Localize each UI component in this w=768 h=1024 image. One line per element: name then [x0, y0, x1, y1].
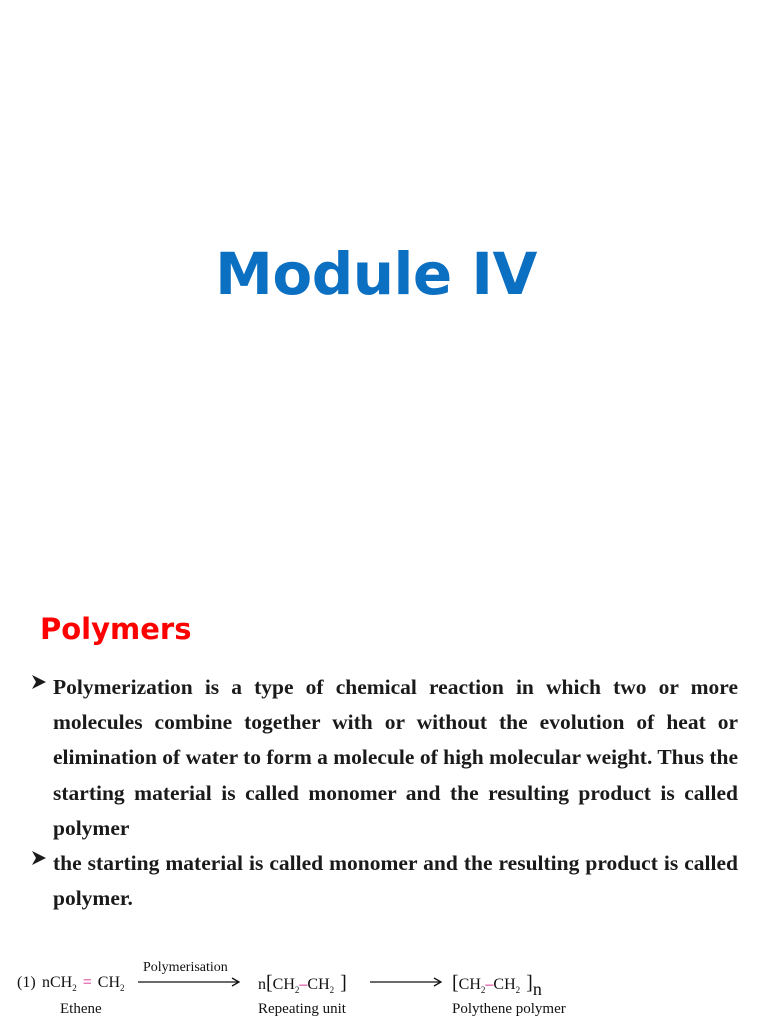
monomer-formula: [42, 974, 125, 997]
list-item: [30, 670, 738, 846]
arrow-bullet-icon: [30, 673, 48, 691]
product-left-sub: 2: [480, 985, 486, 996]
monomer-left-sub: 2: [72, 983, 77, 994]
page-title: Module IV: [215, 240, 537, 308]
product-label: Polythene polymer: [452, 1001, 566, 1017]
bullet-text: the starting material is called monomer and the resulting product is called polymer.: [53, 851, 738, 911]
double-bond: =: [82, 974, 92, 991]
product-dash: –: [485, 976, 494, 993]
repeat-prefix: n: [258, 976, 266, 993]
bullet-list: [30, 670, 738, 916]
arrow-bullet-icon: [30, 849, 48, 867]
reaction-index: (1): [17, 974, 36, 991]
product-subscript-n: n: [532, 979, 542, 999]
unit-left-sub: 2: [294, 985, 300, 996]
arrow-label: Polymerisation: [143, 960, 228, 975]
reaction-arrow-icon: [138, 976, 244, 988]
product-right: CH: [493, 976, 516, 993]
list-item: [30, 846, 738, 916]
repeat-unit-label: Repeating unit: [258, 1001, 346, 1017]
monomer-right-sub: 2: [120, 983, 125, 994]
product-formula: [$CH_2-CH_2$ ]n: [452, 972, 542, 999]
reaction-equation: [0, 952, 768, 1024]
monomer-left: nCH: [42, 974, 73, 991]
product-left: CH: [458, 976, 481, 993]
unit-right: CH: [307, 976, 330, 993]
bullet-text: Polymerization is a type of chemical reaction in which two or more molecules combine together with or without the evolution of heat or elimination of water to form a molecule of high molecular weight. Thus the starting material is called monomer and the resulting product is called polymer: [53, 675, 738, 840]
product-arrow-icon: [370, 976, 446, 988]
unit-left: CH: [272, 976, 295, 993]
monomer-right: CH: [97, 974, 120, 991]
unit-dash: –: [299, 976, 308, 993]
repeat-unit-formula: $n[CH_2-CH_2$ ]: [258, 972, 347, 996]
monomer-label: Ethene: [60, 1001, 102, 1017]
unit-right-sub: 2: [329, 985, 335, 996]
product-right-sub: 2: [515, 985, 521, 996]
section-heading: Polymers: [40, 612, 192, 646]
